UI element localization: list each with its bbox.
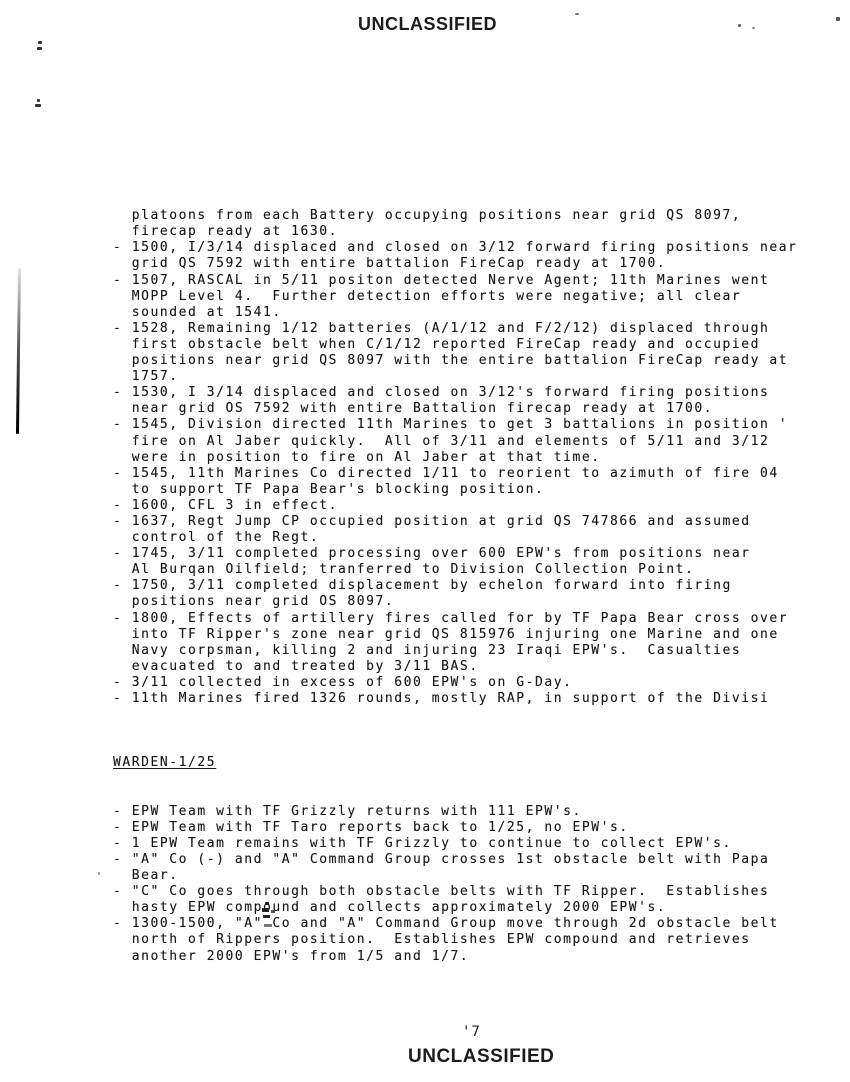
text-line: positions near grid OS 8097. bbox=[113, 594, 395, 610]
classification-header: UNCLASSIFIED bbox=[358, 14, 498, 34]
text-line: - 1545, Division directed 11th Marines to get 3 battalions in position ' bbox=[113, 417, 789, 433]
text-line: positions near grid QS 8097 with the entire battalion FireCap ready at bbox=[113, 353, 789, 369]
text-line: - 1500, I/3/14 displaced and closed on 3/12 forward firing positions near bbox=[113, 240, 798, 256]
text-line: grid QS 7592 with entire battalion FireCap ready at 1700. bbox=[113, 256, 667, 272]
text-line: first obstacle belt when C/1/12 reported FireCap ready and occupied bbox=[113, 336, 760, 352]
text-line: - 11th Marines fired 1326 rounds, mostly RAP, in support of the Divisi bbox=[113, 691, 770, 706]
text-line: - 1545, 11th Marines Co directed 1/11 to reorient to azimuth of fire 04 bbox=[113, 465, 779, 481]
text-line: evacuated to and treated by 3/11 BAS. bbox=[113, 658, 479, 674]
text-line: - EPW Team with TF Taro reports back to 1/25, no EPW's. bbox=[113, 819, 629, 835]
text-line: - 1750, 3/11 completed displacement by echelon forward into firing bbox=[113, 578, 732, 594]
text-line: firecap ready at 1630. bbox=[113, 224, 339, 240]
text-line: - 1800, Effects of artillery fires called for by TF Papa Bear cross over bbox=[113, 610, 789, 626]
text-line: Navy corpsman, killing 2 and injuring 23 Iraqi EPW's. Casualties bbox=[113, 642, 742, 658]
ink-speck bbox=[575, 13, 579, 15]
text-line: platoons from each Battery occupying positions near grid QS 8097, bbox=[113, 208, 742, 224]
text-line: north of Rippers position. Establishes EPW compound and retrieves bbox=[113, 932, 751, 948]
text-line: - 1300-1500, "A" Co and "A" Command Group move through 2d obstacle belt bbox=[113, 916, 779, 932]
warden-entries-section bbox=[113, 804, 798, 965]
ink-speck bbox=[35, 104, 41, 107]
text-line: MOPP Level 4. Further detection efforts were negative; all clear bbox=[113, 288, 742, 304]
classification-footer: UNCLASSIFIED bbox=[408, 1046, 555, 1067]
text-line: - "C" Co goes through both obstacle belts with TF Ripper. Establishes bbox=[113, 884, 770, 900]
ink-speck bbox=[752, 27, 755, 29]
scan-scratch-line bbox=[16, 268, 21, 434]
text-line: control of the Regt. bbox=[113, 530, 320, 546]
text-line: Al Burqan Oilfield; tranferred to Division Collection Point. bbox=[113, 562, 695, 578]
text-line: - 1600, CFL 3 in effect. bbox=[113, 497, 339, 513]
text-line: were in position to fire on Al Jaber at that time. bbox=[113, 449, 601, 465]
ink-speck bbox=[37, 99, 40, 102]
text-line: hasty EPW compound and collects approximately 2000 EPW's. bbox=[113, 900, 667, 916]
document-body bbox=[113, 176, 798, 997]
text-line: fire on Al Jaber quickly. All of 3/11 and elements of 5/11 and 3/12 bbox=[113, 433, 770, 449]
text-line: - 1528, Remaining 1/12 batteries (A/1/12 and F/2/12) displaced through bbox=[113, 320, 770, 336]
text-line: - 1 EPW Team remains with TF Grizzly to continue to collect EPW's. bbox=[113, 835, 732, 851]
text-line: 1757. bbox=[113, 369, 179, 385]
ink-speck bbox=[37, 47, 42, 50]
text-line: - 1745, 3/11 completed processing over 600 EPW's from positions near bbox=[113, 546, 751, 562]
text-line: - 3/11 collected in excess of 600 EPW's on G-Day. bbox=[113, 674, 573, 690]
text-line: sounded at 1541. bbox=[113, 304, 282, 320]
text-line: near grid OS 7592 with entire Battalion firecap ready at 1700. bbox=[113, 401, 714, 417]
text-line: - 1530, I 3/14 displaced and closed on 3/12's forward firing positions bbox=[113, 385, 770, 401]
ink-speck bbox=[738, 24, 741, 27]
text-line: another 2000 EPW's from 1/5 and 1/7. bbox=[113, 948, 470, 964]
text-line: to support TF Papa Bear's blocking position. bbox=[113, 481, 545, 497]
ink-speck bbox=[836, 17, 840, 21]
text-line: - "A" Co (-) and "A" Command Group crosses 1st obstacle belt with Papa bbox=[113, 851, 770, 867]
g-day-entries-section bbox=[113, 208, 798, 707]
text-line: - 1637, Regt Jump CP occupied position at grid QS 747866 and assumed bbox=[113, 513, 751, 529]
text-line: - EPW Team with TF Grizzly returns with 111 EPW's. bbox=[113, 803, 582, 819]
ink-speck bbox=[38, 41, 42, 44]
ink-speck bbox=[98, 872, 100, 875]
text-line: into TF Ripper's zone near grid QS 815976 injuring one Marine and one bbox=[113, 626, 779, 642]
text-line: - 1507, RASCAL in 5/11 positon detected Nerve Agent; 11th Marines went bbox=[113, 272, 770, 288]
page-number: '7 bbox=[462, 1024, 481, 1040]
text-line: Bear. bbox=[113, 868, 179, 884]
warden-section-heading: WARDEN-1/25 bbox=[113, 755, 217, 771]
